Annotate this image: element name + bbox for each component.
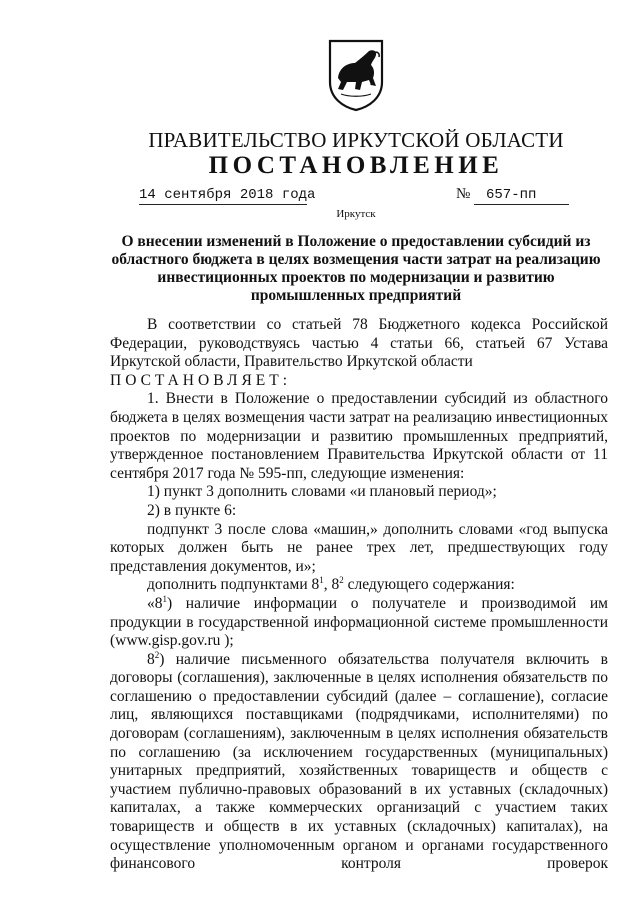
- coat-of-arms-icon: [327, 38, 385, 112]
- point-8-1-open: «8: [147, 594, 163, 612]
- point-8-2-close: ): [159, 650, 165, 668]
- number-underline: [474, 204, 569, 205]
- document-date: 14 сентября 2018 года: [139, 187, 316, 203]
- resolves-heading: ПОСТАНОВЛЯЕТ:: [110, 371, 292, 389]
- item-1-paragraph: 1. Внести в Положение о предоставлении субсидий из областного бюджета в целях возмещения части затрат на реализацию инвестиционных проектов по модернизации и развитию промышленных предприятий, утвержденное постановлением Правительства Иркутской области от 11 сентября 2017 года № 595-пп, следующие изменения:: [110, 390, 608, 482]
- addition-paragraph: [110, 576, 608, 595]
- government-name: ПРАВИТЕЛЬСТВО ИРКУТСКОЙ ОБЛАСТИ: [148, 128, 564, 152]
- point-8-1-close: ): [167, 594, 173, 612]
- sup-1: 1: [319, 575, 324, 586]
- subpoint-3-paragraph: подпункт 3 после слова «машин,» дополнить словами «год выпуска которых должен быть не ранее трех лет, предшествующих году представления документов, и»;: [110, 520, 608, 575]
- city: Иркутск: [336, 208, 376, 220]
- document-title: О внесении изменений в Положение о предоставлении субсидий из областного бюджета в целях возмещения части затрат на реализацию инвестиционных проектов по модернизации и развитию промышленных предприятий: [111, 233, 601, 304]
- addition-text-c: следующего содержания:: [343, 576, 515, 594]
- addition-text-a: дополнить подпунктами 8: [147, 576, 320, 594]
- preamble-paragraph: В соответствии со статьей 78 Бюджетного кодекса Российской Федерации, руководствуясь частью 4 статьи 66, статьей 67 Устава Иркутской области, Правительство Иркутской области: [110, 316, 608, 371]
- sup-8-2: 2: [154, 649, 160, 660]
- number-label: №: [456, 186, 471, 202]
- sup-2: 2: [339, 575, 344, 586]
- document-number: 657-пп: [486, 187, 537, 203]
- point-8-1-text: наличие информации о получателе и производимой им продукции в государственной информационной системе промышленности (www.gisp.gov.ru );: [110, 594, 608, 650]
- subpoint-8-1-paragraph: [110, 595, 608, 651]
- subpoint-8-2-paragraph: [110, 651, 608, 874]
- subitem-1: 1) пункт 3 дополнить словами «и плановый период»;: [147, 483, 497, 501]
- addition-text-b: , 8: [323, 576, 340, 594]
- document-body: [110, 316, 608, 874]
- document-type: ПОСТАНОВЛЕНИЕ: [208, 152, 504, 179]
- sup-8-1: 1: [162, 593, 167, 604]
- subitem-2: 2) в пункте 6:: [147, 501, 237, 519]
- point-8-2-text: наличие письменного обязательства получателя включить в договоры (соглашения), заключенные в целях исполнения обязательств по соглашению о предоставлении субсидий (далее – соглашение), согласие лиц, являющихся поставщиками (подрядчиками, исполнителями) по договорам (соглашениям), заключенным в целях исполнения обязательств по соглашению (за исключением государственных (муниципальных) унитарных предприятий, хозяйственных товариществ и обществ с участием публично-правовых образований в их уставных (складочных) капиталах, а также коммерческих организаций с участием таких товариществ и обществ в их уставных (складочных) капиталах), на осуществление уполномоченным органом и органами государственного финансового контроля проверок: [110, 650, 608, 873]
- date-underline: [139, 204, 307, 205]
- point-8-2-open: 8: [147, 650, 155, 668]
